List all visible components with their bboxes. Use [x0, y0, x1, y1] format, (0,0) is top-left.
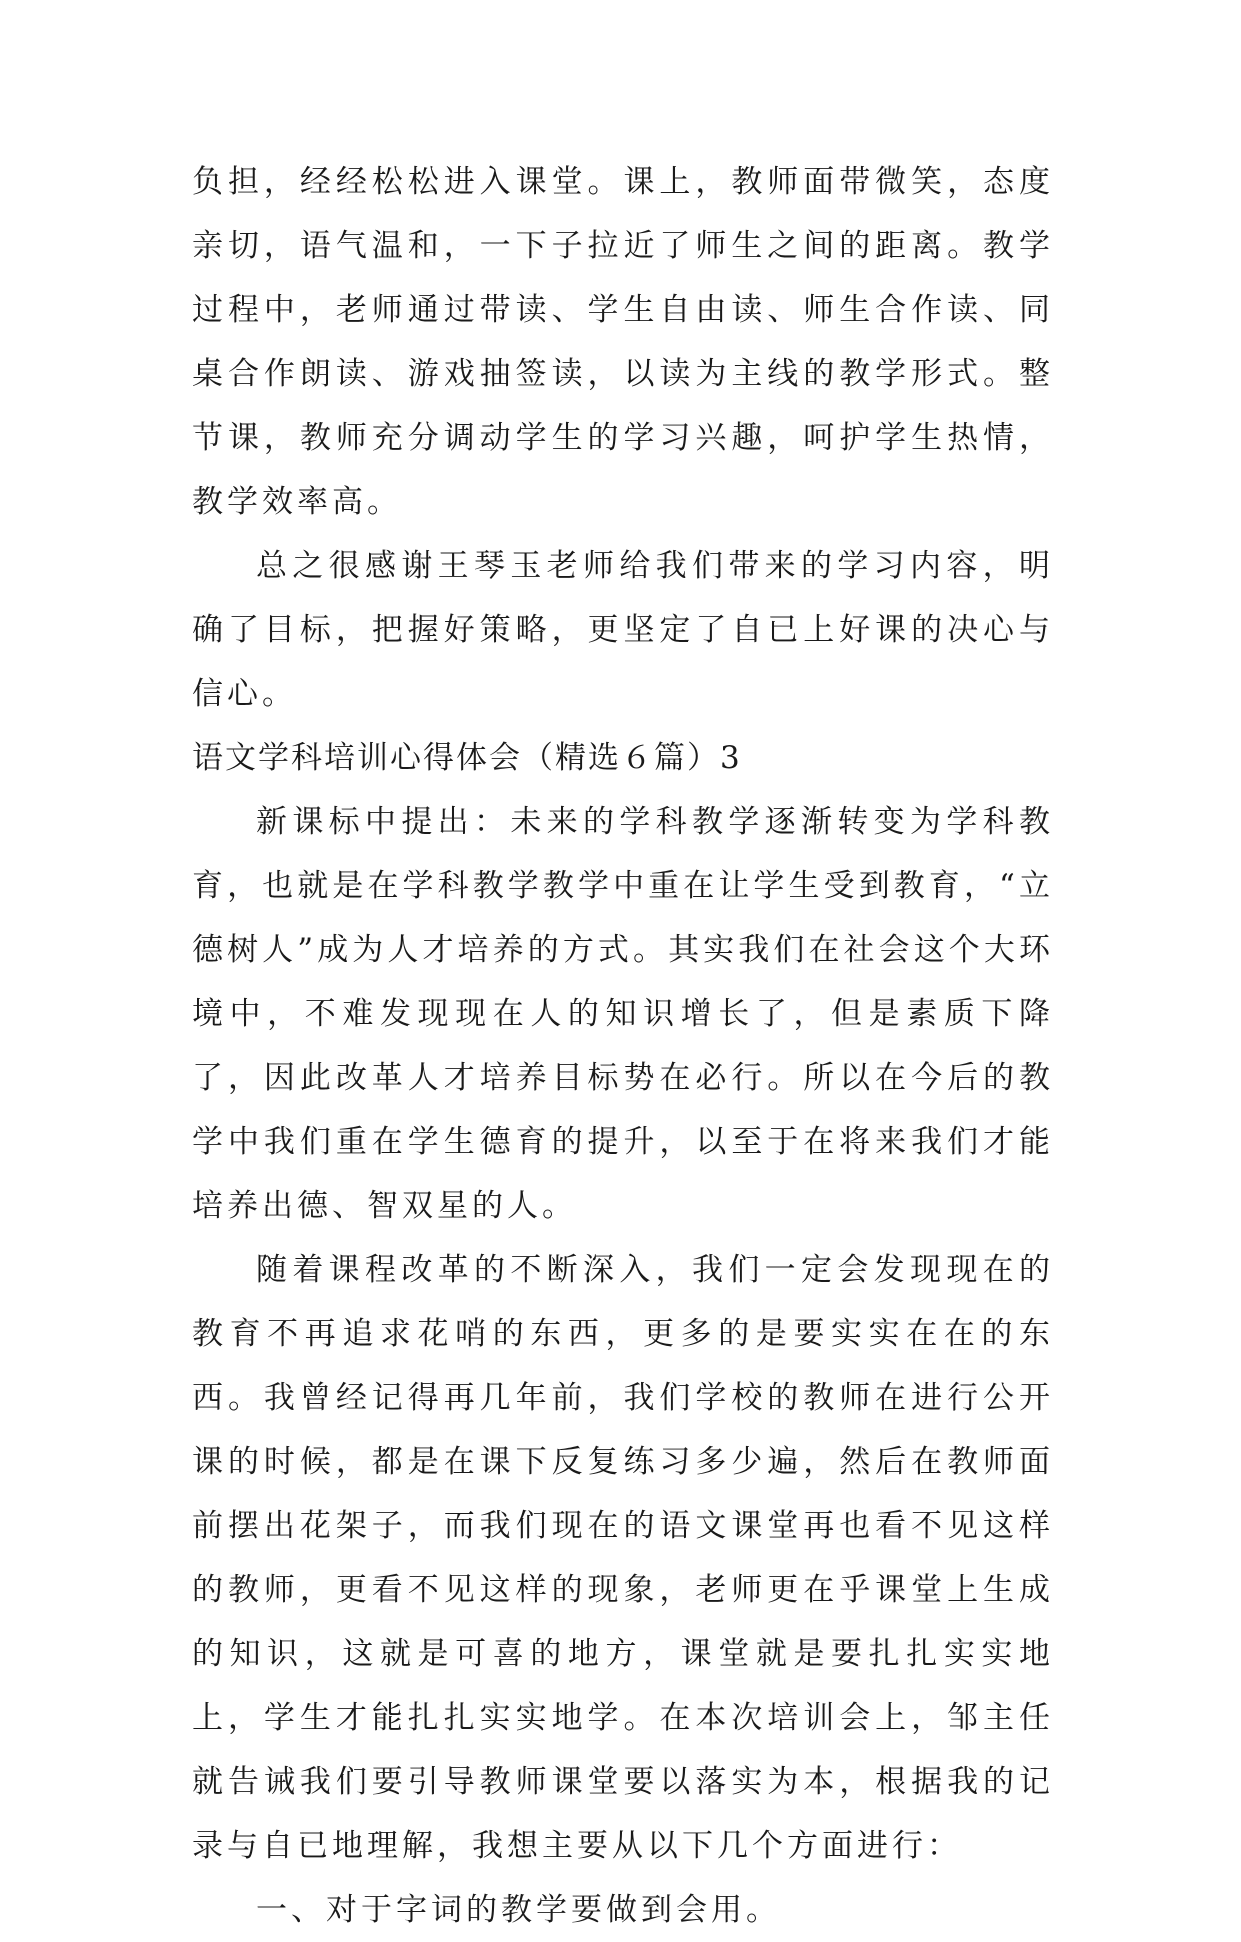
paragraph: 新课标中提出：未来的学科教学逐渐转变为学科教育，也就是在学科教学教学中重在让学生受到教育，“立德树人”成为人才培养的方式。其实我们在社会这个大环境中，不难发现现在人的知识增长了，但是素质下降了，因此改革人才培养目标势在必行。所以在今后的教学中我们重在学生德育的提升，以至于在将来我们才能培养出德、智双星的人。	[192, 804, 1054, 1224]
section-heading: 语文学科培训心得体会（精选６篇）3	[192, 740, 742, 776]
paragraph: 随着课程改革的不断深入，我们一定会发现现在的教育不再追求花哨的东西，更多的是要实实在在的东西。我曾经记得再几年前，我们学校的教师在进行公开课的时候，都是在课下反复练习多少遍，然后在教师面前摆出花架子，而我们现在的语文课堂再也看不见这样的教师，更看不见这样的现象，老师更在乎课堂上生成的知识，这就是可喜的地方，课堂就是要扎扎实实地上，学生才能扎扎实实地学。在本次培训会上，邹主任就告诫我们要引导教师课堂要以落实为本，根据我的记录与自已地理解，我想主要从以下几个方面进行：	[192, 1252, 1054, 1864]
paragraph: 一、对于字词的教学要做到会用。	[256, 1892, 781, 1928]
document-body	[192, 150, 1054, 1942]
paragraph: 总之很感谢王琴玉老师给我们带来的学习内容，明确了目标，把握好策略，更坚定了自已上好课的决心与信心。	[192, 548, 1054, 712]
paragraph: 负担，经经松松进入课堂。课上，教师面带微笑，态度亲切，语气温和，一下子拉近了师生之间的距离。教学过程中，老师通过带读、学生自由读、师生合作读、同桌合作朗读、游戏抽签读，以读为主线的教学形式。整节课，教师充分调动学生的学习兴趣，呵护学生热情，教学效率高。	[192, 164, 1054, 520]
